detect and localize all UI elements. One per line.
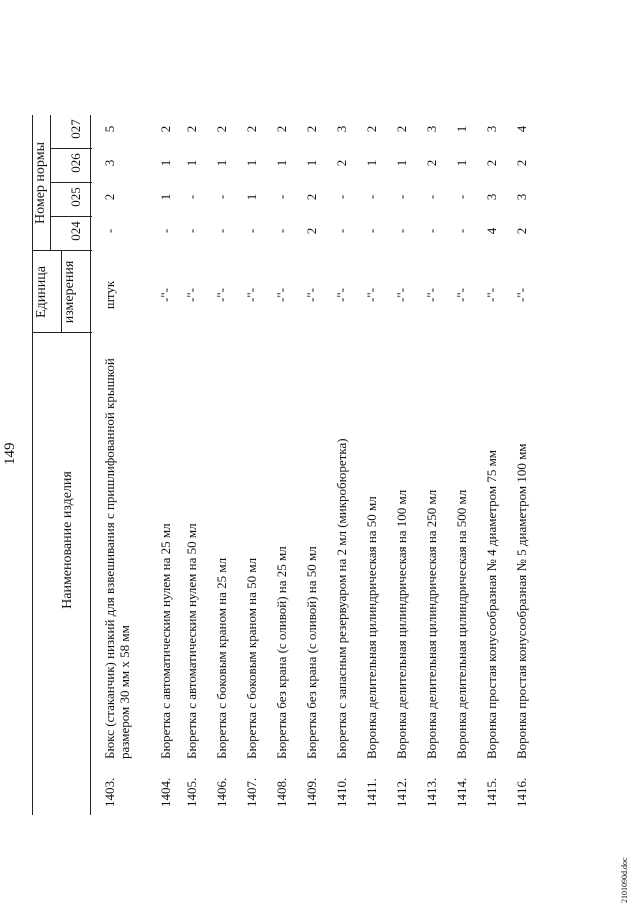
table-row (484, 0, 514, 905)
table-row (214, 0, 244, 905)
row-norm-value: 3 (484, 193, 499, 201)
row-unit: -"- (484, 288, 499, 302)
row-item-name: Бюретка с автоматическим нулем на 50 мл (184, 523, 199, 759)
row-item-name: Бюретка без крана (с оливой) на 50 мл (304, 546, 319, 759)
row-norm-value: 1 (158, 193, 173, 201)
row-norm-value: 2 (514, 159, 529, 167)
table-row (454, 0, 484, 905)
header-unit-line2: измерения (62, 260, 77, 324)
row-norm-value: 3 (484, 125, 499, 133)
row-number: 1411. (364, 778, 379, 807)
row-norm-value: 2 (184, 125, 199, 133)
row-norm-value: 2 (514, 227, 529, 235)
row-norm-value: 2 (334, 159, 349, 167)
row-item-name: Воронка делительная цилиндрическая на 100 мл (394, 489, 409, 759)
norm-header-divider (50, 115, 51, 251)
row-number: 1409. (304, 777, 319, 807)
row-item-name: Бюретка с боковым краном на 50 мл (244, 557, 259, 759)
row-number: 1405. (184, 777, 199, 807)
row-norm-value: - (184, 194, 199, 200)
row-norm-value: 4 (514, 125, 529, 133)
row-number: 1403. (102, 777, 117, 807)
row-item-name: Воронка простая конусообразная № 4 диаметром 75 мм (484, 449, 499, 759)
table-row (334, 0, 364, 905)
row-norm-value: 2 (158, 125, 173, 133)
row-norm-value: - (364, 194, 379, 200)
row-norm-value: - (274, 194, 289, 200)
table-row (394, 0, 424, 905)
row-norm-value: 4 (484, 227, 499, 235)
row-unit: -"- (454, 288, 469, 302)
row-unit: -"- (364, 288, 379, 302)
header-norm: Номер нормы (33, 142, 48, 224)
row-item-name: Бюретка без крана (с оливой) на 25 мл (274, 546, 289, 759)
row-unit: -"- (304, 288, 319, 302)
row-unit: штук (102, 280, 117, 310)
row-item-name: Воронка простая конусообразная № 5 диаметром 100 мм (514, 443, 529, 759)
row-norm-value: - (334, 228, 349, 234)
row-norm-value: - (274, 228, 289, 234)
row-norm-value: 1 (454, 125, 469, 133)
row-norm-value: 2 (244, 125, 259, 133)
row-norm-value: 1 (244, 193, 259, 201)
row-norm-value: 1 (454, 159, 469, 167)
doc-filename: 2101090d.doc (620, 857, 629, 903)
row-number: 1407. (244, 777, 259, 807)
table-row (102, 0, 132, 905)
row-item-name: Воронка делительная цилиндрическая на 250 мл (424, 489, 439, 759)
row-norm-value: - (244, 228, 259, 234)
row-norm-value: 1 (244, 159, 259, 167)
row-norm-value: - (454, 228, 469, 234)
table-header-bottom-border (90, 115, 91, 815)
table-row (514, 0, 544, 905)
code-027: 027 (68, 119, 83, 139)
row-norm-value: 2 (274, 125, 289, 133)
row-number: 1412. (394, 777, 409, 807)
row-norm-value: - (184, 228, 199, 234)
row-item-name: Воронка делительная цилиндрическая на 50 мл (364, 496, 379, 759)
table-row (274, 0, 304, 905)
row-norm-value: 3 (424, 125, 439, 133)
row-number: 1410. (334, 777, 349, 807)
row-item-name: Бюкс (стаканчик) низкий для взвешивания с пришлифованной крышкой размером 30 мм х 58 мм (102, 358, 132, 759)
row-norm-value: - (454, 194, 469, 200)
row-norm-value: - (334, 194, 349, 200)
row-unit: -"- (514, 288, 529, 302)
code-025: 025 (68, 187, 83, 207)
row-number: 1414. (454, 777, 469, 807)
row-number: 1415. (484, 777, 499, 807)
row-norm-value: 3 (514, 193, 529, 201)
row-norm-value: - (394, 228, 409, 234)
row-unit: -"- (244, 288, 259, 302)
table-row (304, 0, 334, 905)
table-row (244, 0, 274, 905)
row-norm-value: 5 (102, 125, 117, 133)
table-row (184, 0, 214, 905)
row-norm-value: 3 (334, 125, 349, 133)
page-number: 149 (2, 442, 18, 465)
row-norm-value: 1 (158, 159, 173, 167)
row-norm-value: - (364, 228, 379, 234)
row-number: 1404. (158, 777, 173, 807)
row-norm-value: 2 (424, 159, 439, 167)
row-norm-value: - (214, 194, 229, 200)
row-norm-value: - (214, 228, 229, 234)
row-norm-value: 2 (304, 125, 319, 133)
row-unit: -"- (184, 288, 199, 302)
row-norm-value: 2 (304, 193, 319, 201)
row-norm-value: 3 (102, 159, 117, 167)
row-unit: -"- (158, 288, 173, 302)
row-item-name: Бюретка с боковым краном на 25 мл (214, 557, 229, 759)
row-norm-value: - (158, 228, 173, 234)
row-norm-value: - (102, 228, 117, 234)
row-number: 1406. (214, 777, 229, 807)
row-item-name: Воронка делительная цилиндрическая на 500 мл (454, 489, 469, 759)
row-norm-value: 2 (484, 159, 499, 167)
row-number: 1408. (274, 777, 289, 807)
row-norm-value: 1 (184, 159, 199, 167)
code-024: 024 (68, 221, 83, 241)
row-norm-value: 1 (274, 159, 289, 167)
row-item-name: Бюретка с автоматическим нулем на 25 мл (158, 523, 173, 759)
row-norm-value: - (394, 194, 409, 200)
header-name: Наименование изделия (60, 471, 75, 609)
row-number: 1416. (514, 777, 529, 807)
row-unit: -"- (334, 288, 349, 302)
row-norm-value: 2 (394, 125, 409, 133)
row-number: 1413. (424, 777, 439, 807)
header-unit-line1: Единица (34, 266, 49, 318)
row-norm-value: 1 (214, 159, 229, 167)
row-norm-value: 2 (102, 193, 117, 201)
row-norm-value: 2 (214, 125, 229, 133)
row-unit: -"- (274, 288, 289, 302)
table-row (424, 0, 454, 905)
row-norm-value: 1 (304, 159, 319, 167)
row-unit: -"- (394, 288, 409, 302)
row-norm-value: - (424, 228, 439, 234)
row-unit: -"- (214, 288, 229, 302)
row-norm-value: 2 (364, 125, 379, 133)
table-row (364, 0, 394, 905)
row-norm-value: 1 (364, 159, 379, 167)
code-026: 026 (68, 153, 83, 173)
row-norm-value: - (424, 194, 439, 200)
row-item-name: Бюретка с запасным резервуаром на 2 мл (микробюретка) (334, 438, 349, 759)
row-norm-value: 1 (394, 159, 409, 167)
row-norm-value: 2 (304, 227, 319, 235)
row-unit: -"- (424, 288, 439, 302)
